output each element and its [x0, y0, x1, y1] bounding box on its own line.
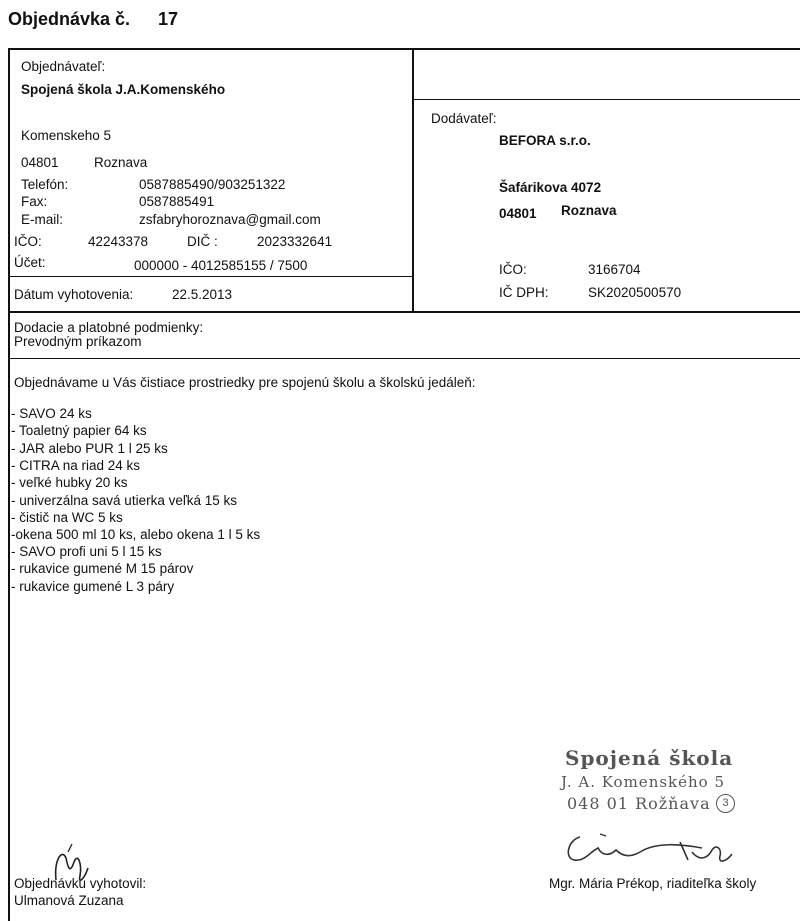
orderer-phone-label: Telefón:: [21, 177, 69, 192]
supplier-zip: 04801: [499, 206, 537, 221]
order-item: - SAVO 24 ks: [11, 406, 92, 421]
order-item: - veľké hubky 20 ks: [11, 475, 128, 490]
orderer-account-label: Účet:: [14, 255, 46, 270]
stamp-number-badge: 3: [716, 794, 735, 813]
orderer-heading: Objednávateľ:: [21, 59, 106, 74]
orderer-city: Roznava: [94, 155, 148, 170]
supplier-box-top-line: [414, 99, 800, 100]
prepared-by-label: Objednávku vyhotovil:: [14, 876, 147, 891]
supplier-ico-label: IČO:: [499, 262, 527, 277]
orderer-date-line: [9, 276, 413, 277]
orderer-fax: 0587885491: [139, 194, 215, 209]
frame-middle-line: [412, 48, 414, 312]
orderer-account: 000000 - 4012585155 / 7500: [134, 258, 308, 273]
supplier-name: BEFORA s.r.o.: [499, 133, 591, 148]
orderer-fax-label: Fax:: [21, 194, 48, 209]
orderer-email-label: E-mail:: [21, 212, 64, 227]
orderer-ico: 42243378: [88, 234, 149, 249]
orderer-name: Spojená škola J.A.Komenského: [21, 82, 226, 97]
orderer-street: Komenskeho 5: [21, 128, 112, 143]
orderer-email: zsfabryhoroznava@gmail.com: [139, 212, 321, 227]
order-item: - univerzálna savá utierka veľká 15 ks: [11, 493, 238, 508]
order-item: - SAVO profi uni 5 l 15 ks: [11, 544, 162, 559]
stamp-line-1: Spojená škola: [565, 746, 734, 770]
supplier-city: Roznava: [561, 203, 617, 218]
order-item: - CITRA na riad 24 ks: [11, 458, 141, 473]
orderer-date-label: Dátum vyhotovenia:: [14, 287, 134, 302]
signatory-name: Mgr. Mária Prékop, riaditeľka školy: [549, 876, 757, 891]
orderer-dic: 2023332641: [257, 234, 333, 249]
frame-top-line: [9, 48, 800, 50]
terms-top-line: [9, 311, 800, 313]
prepared-by-name: Ulmanová Zuzana: [14, 893, 124, 908]
supplier-icdph-label: IČ DPH:: [499, 285, 549, 300]
orderer-dic-label: DIČ :: [187, 234, 218, 249]
supplier-ico: 3166704: [588, 262, 641, 277]
stamp-line-2: J. A. Komenského 5: [561, 773, 726, 791]
frame-left-line: [8, 48, 10, 921]
terms-value: Prevodným príkazom: [14, 334, 142, 349]
order-item: - JAR alebo PUR 1 l 25 ks: [11, 441, 168, 456]
supplier-heading: Dodávateľ:: [431, 111, 497, 126]
orderer-date: 22.5.2013: [172, 287, 233, 302]
order-item: - čistič na WC 5 ks: [11, 510, 123, 525]
document-title-label: Objednávka č.: [8, 9, 131, 29]
order-intro: Objednávame u Vás čistiace prostriedky pre spojenú školu a školskú jedáleň:: [14, 375, 476, 390]
terms-heading: Dodacie a platobné podmienky:: [14, 320, 204, 335]
orderer-phone: 0587885490/903251322: [139, 177, 286, 192]
director-signature: [560, 822, 740, 872]
order-number: 17: [158, 9, 179, 29]
stamp-line-3: 048 01 Rožňava: [567, 794, 711, 813]
body-top-line: [9, 358, 800, 359]
orderer-ico-label: IČO:: [14, 234, 42, 249]
order-item: - Toaletný papier 64 ks: [11, 423, 147, 438]
order-item: - rukavice gumené M 15 párov: [11, 561, 194, 576]
order-item: - rukavice gumené L 3 páry: [11, 579, 175, 594]
supplier-street: Šafárikova 4072: [499, 180, 602, 195]
order-item: -okena 500 ml 10 ks, alebo okena 1 l 5 ks: [11, 527, 261, 542]
supplier-icdph: SK2020500570: [588, 285, 682, 300]
orderer-zip: 04801: [21, 155, 59, 170]
